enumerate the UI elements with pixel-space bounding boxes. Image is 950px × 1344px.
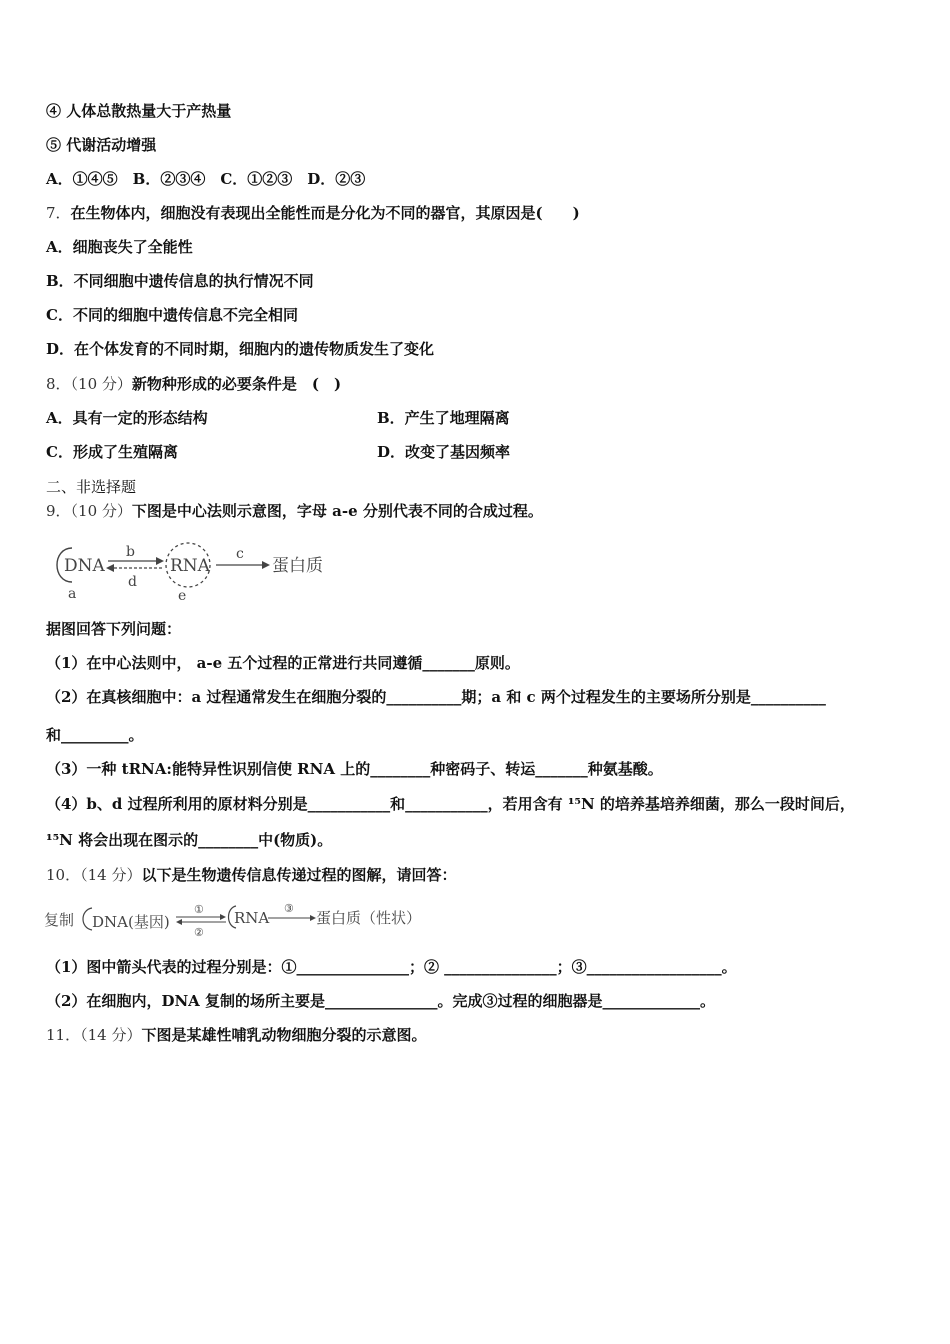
fig9-label-a: a bbox=[68, 586, 77, 602]
q7-option-b: B．不同细胞中遗传信息的执行情况不同 bbox=[46, 272, 314, 290]
q9-stem-line bbox=[46, 501, 543, 521]
fig10-label-2: ② bbox=[194, 926, 204, 939]
section-heading: 二、非选择题 bbox=[46, 478, 137, 496]
q9-number: 9． bbox=[46, 502, 71, 520]
q6-option-5: ⑤ 代谢活动增强 bbox=[46, 136, 157, 154]
q9-sub-3: （3）一种 tRNA:能特异性识别信使 RNA 上的________种密码子、转运_______种氨基酸。 bbox=[46, 760, 663, 778]
q8-option-b: B．产生了地理隔离 bbox=[377, 409, 510, 427]
q8-options-row-1 bbox=[46, 408, 208, 428]
fig10-replicate: 复制 bbox=[44, 911, 75, 929]
fig10-rna: RNA bbox=[234, 909, 270, 927]
q8-number: 8． bbox=[46, 375, 71, 393]
q7-stem-line bbox=[46, 203, 580, 223]
arrow-2-head bbox=[176, 919, 182, 925]
q7-stem: 在生物体内，细胞没有表现出全能性而是分化为不同的器官，其原因是( ) bbox=[70, 204, 580, 222]
replicate-loop-arrow bbox=[83, 908, 92, 930]
q6-option-4: ④ 人体总散热量大于产热量 bbox=[46, 102, 232, 120]
q11-score: （14 分） bbox=[80, 1026, 142, 1044]
q8-stem: 新物种形成的必要条件是 ( ) bbox=[131, 375, 342, 393]
q7-option-a: A．细胞丧失了全能性 bbox=[46, 238, 193, 256]
arrow-c-head bbox=[262, 561, 270, 569]
gene-expression-figure bbox=[44, 898, 444, 944]
q10-stem: 以下是生物遗传信息传递过程的图解，请回答： bbox=[141, 866, 457, 884]
fig9-protein: 蛋白质 bbox=[272, 556, 323, 576]
q8-score: （10 分） bbox=[70, 375, 132, 393]
q7-number: 7． bbox=[46, 204, 71, 222]
q9-sub-2b: 和_________。 bbox=[46, 726, 144, 744]
q10-sub-1: （1）图中箭头代表的过程分别是：①_______________；② _______________；③__________________。 bbox=[46, 958, 737, 976]
q10-number: 10． bbox=[46, 866, 81, 884]
q11-stem-line bbox=[46, 1025, 426, 1045]
fig9-label-d: d bbox=[128, 574, 137, 590]
q8-option-c: C．形成了生殖隔离 bbox=[46, 443, 178, 461]
q11-number: 11． bbox=[46, 1026, 81, 1044]
fig10-protein: 蛋白质（性状） bbox=[316, 909, 422, 927]
fig10-dna: DNA(基因) bbox=[92, 913, 170, 931]
q10-sub-2: （2）在细胞内，DNA 复制的场所主要是_______________。完成③过程的细胞器是_____________。 bbox=[46, 992, 716, 1010]
fig9-label-b: b bbox=[126, 544, 135, 560]
fig10-label-3: ③ bbox=[284, 902, 294, 915]
q11-stem: 下图是某雄性哺乳动物细胞分裂的示意图。 bbox=[141, 1026, 427, 1044]
q8-option-a: A．具有一定的形态结构 bbox=[46, 409, 208, 427]
q9-stem: 下图是中心法则示意图，字母 a-e 分别代表不同的合成过程。 bbox=[131, 502, 543, 520]
q8-option-d: D．改变了基因频率 bbox=[377, 443, 511, 461]
q9-score: （10 分） bbox=[70, 502, 132, 520]
fig9-label-e: e bbox=[178, 588, 187, 604]
q9-sub-4a: （4）b、d 过程所利用的原材料分别是___________和___________，若用含有 ¹⁵N 的培养基培养细菌，那么一段时间后， bbox=[46, 795, 855, 813]
arrow-1-head bbox=[220, 914, 226, 920]
q7-option-c: C．不同的细胞中遗传信息不完全相同 bbox=[46, 306, 298, 324]
q9-sub-4b: ¹⁵N 将会出现在图示的________中(物质)。 bbox=[46, 831, 333, 849]
fig10-label-1: ① bbox=[194, 903, 204, 916]
q10-score: （14 分） bbox=[80, 866, 142, 884]
q7-option-d: D．在个体发育的不同时期，细胞内的遗传物质发生了变化 bbox=[46, 340, 435, 358]
fig9-label-c: c bbox=[236, 546, 244, 562]
q6-choices: A．①④⑤ B．②③④ C．①②③ D．②③ bbox=[46, 170, 366, 188]
q8-stem-line bbox=[46, 374, 341, 394]
q9-intro: 据图回答下列问题： bbox=[46, 620, 182, 638]
q9-sub-1: （1）在中心法则中， a-e 五个过程的正常进行共同遵循_______原则。 bbox=[46, 654, 520, 672]
fig9-rna: RNA bbox=[170, 556, 210, 576]
q9-sub-2a: （2）在真核细胞中：a 过程通常发生在细胞分裂的__________期；a 和 c 两个过程发生的主要场所分别是__________ bbox=[46, 688, 826, 706]
arrow-b-head bbox=[156, 557, 164, 565]
fig9-dna: DNA bbox=[64, 556, 105, 576]
central-dogma-figure bbox=[50, 532, 350, 608]
q10-stem-line bbox=[46, 865, 456, 885]
arrow-d-head bbox=[106, 564, 114, 572]
